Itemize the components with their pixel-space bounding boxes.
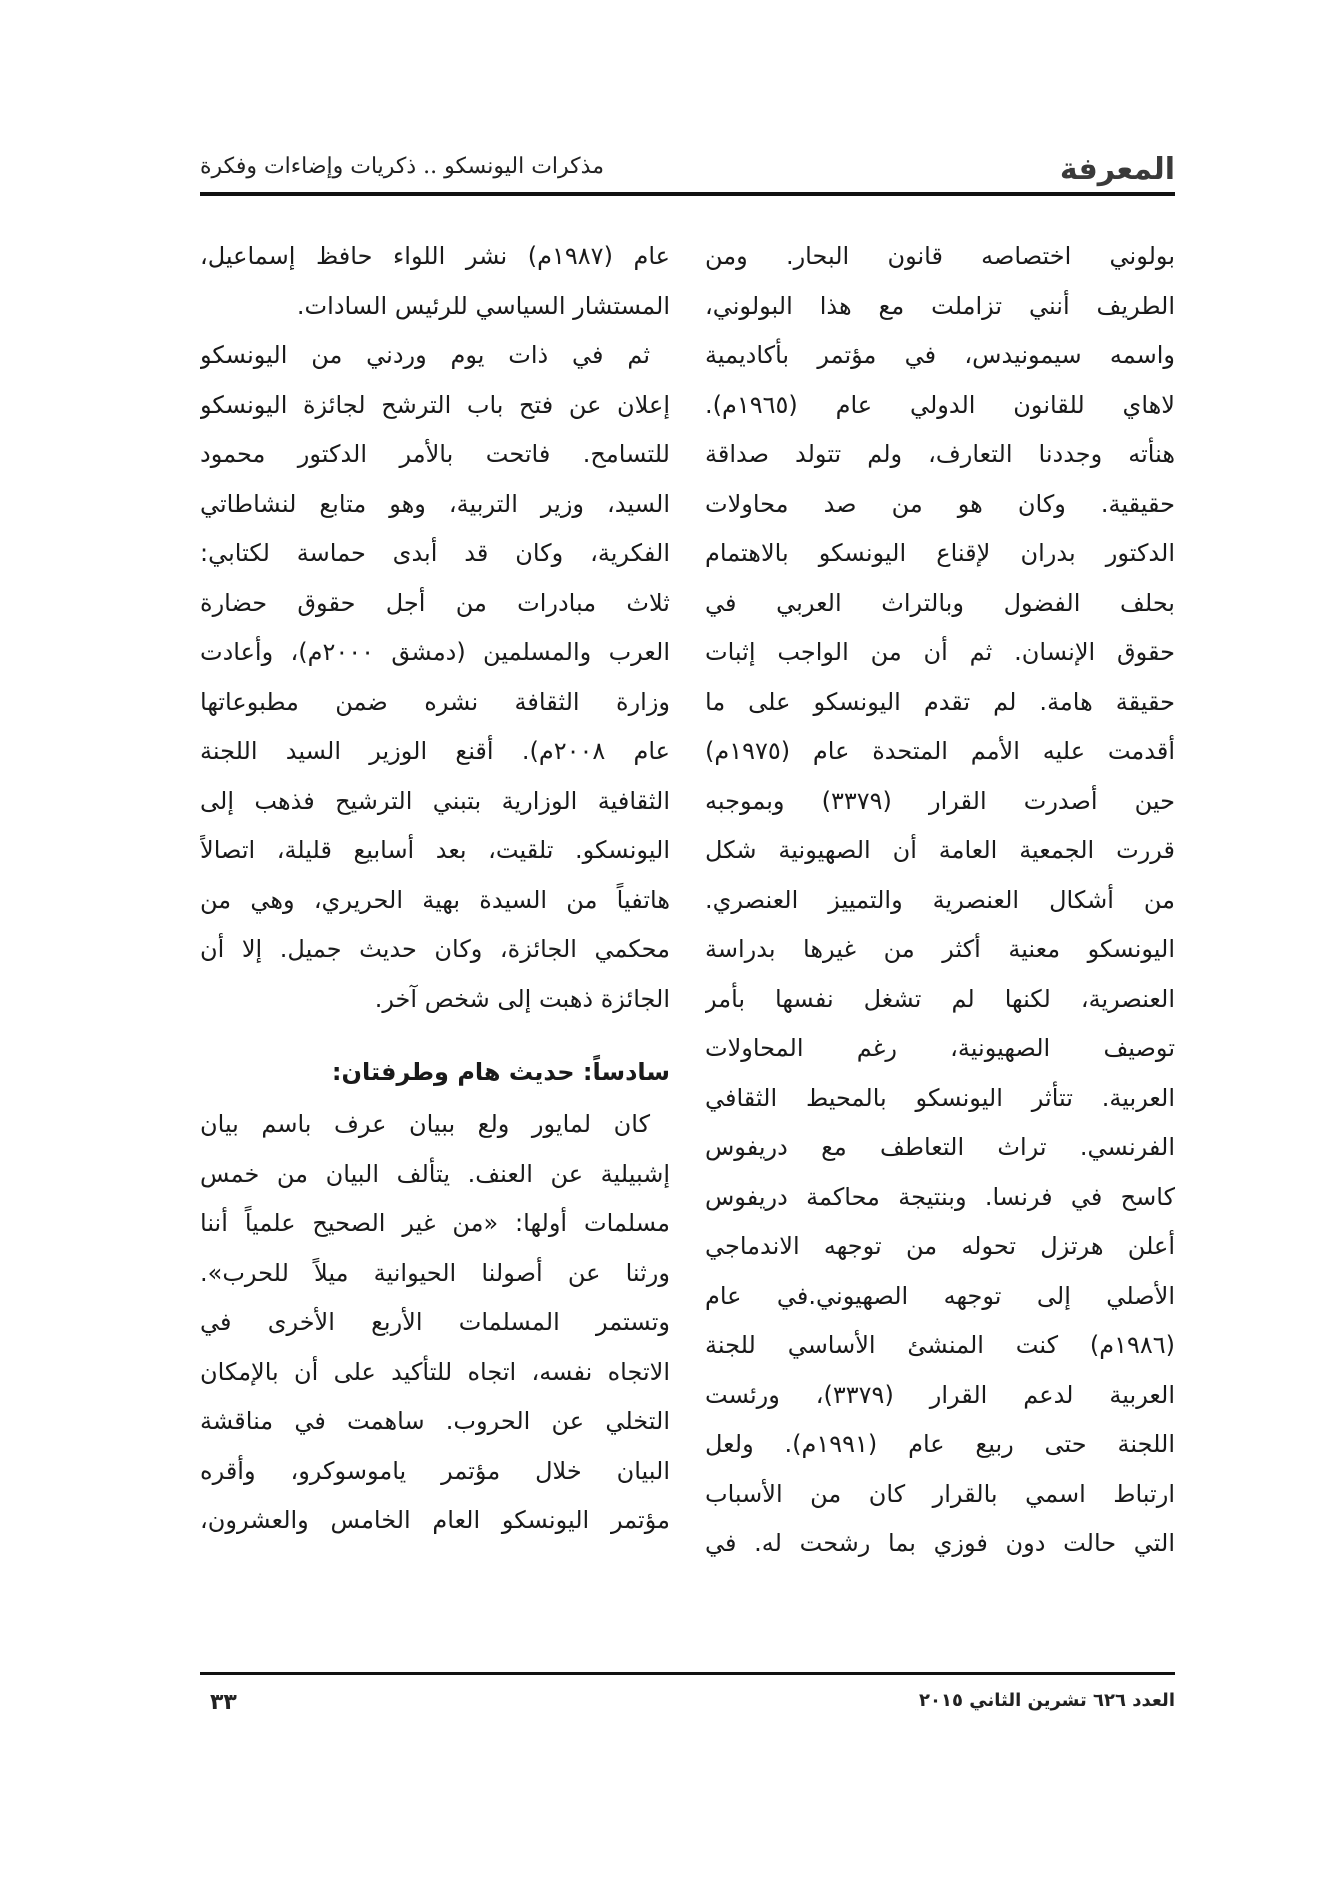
section-heading: سادساً: حديث هام وطرفتان: [331,1058,670,1086]
page-header [200,140,1175,200]
issue-info: العدد ٦٢٦ تشرين الثاني ٢٠١٥ [919,1690,1175,1711]
text-line: الثقافية الوزارية بتبني الترشيح فذهب إلى [200,786,670,815]
text-line: إعلان عن فتح باب الترشح لجائزة اليونسكو [200,390,670,419]
text-line: الدكتور بدران لإقناع اليونسكو بالاهتمام [705,539,1175,567]
right-column [705,232,1175,1569]
text-line: توصيف الصهيونية، رغم المحاولات [705,1034,1175,1062]
text-line: ثلاث مبادرات من أجل حقوق حضارة [200,588,670,617]
text-line: محكمي الجائزة، وكان حديث جميل. إلا أن [200,935,670,963]
text-line: العنصرية، لكنها لم تشغل نفسها بأمر [705,984,1175,1013]
text-line: التخلي عن الحروب. ساهمت في مناقشة [200,1407,670,1435]
text-line: اللجنة حتى ربيع عام (١٩٩١م). ولعل [705,1430,1175,1458]
text-line: المستشار السياسي للرئيس السادات. [296,291,670,320]
text-line: للتسامح. فاتحت بالأمر الدكتور محمود [200,440,670,468]
text-line: العربية. تتأثر اليونسكو بالمحيط الثقافي [705,1083,1175,1112]
text-line: حقيقية. وكان هو من صد محاولات [705,489,1175,518]
text-line: هنأته وجددنا التعارف، ولم تتولد صداقة [705,440,1175,468]
text-line: الطريف أنني تزاملت مع هذا البولوني، [705,291,1175,320]
header-rule [200,192,1175,196]
text-line: حقوق الإنسان. ثم أن من الواجب إثبات [705,638,1175,666]
text-line: حين أصدرت القرار (٣٣٧٩) وبموجبه [705,786,1175,815]
text-line: وزارة الثقافة نشره ضمن مطبوعاتها [200,687,670,716]
text-line: السيد، وزير التربية، وهو متابع لنشاطاتي [200,489,670,518]
text-line: ارتباط اسمي بالقرار كان من الأسباب [705,1479,1175,1508]
running-title: مذكرات اليونسكو .. ذكريات وإضاءات وفكرة [200,154,604,179]
text-line: هاتفياً من السيدة بهية الحريري، وهي من [200,885,670,914]
text-line: مؤتمر اليونسكو العام الخامس والعشرون، [200,1506,670,1534]
text-line: لاهاي للقانون الدولي عام (١٩٦٥م). [705,390,1175,419]
text-line: اليونسكو. تلقيت، بعد أسابيع قليلة، اتصالاً [200,836,670,864]
page-number: ٣٣ [210,1690,237,1715]
text-line: بحلف الفضول وبالتراث العربي في [705,588,1175,617]
text-line: من أشكال العنصرية والتمييز العنصري. [705,885,1175,914]
text-line: البيان خلال مؤتمر ياموسوكرو، وأقره [200,1456,670,1485]
text-line: (١٩٨٦م) كنت المنشئ الأساسي للجنة [705,1331,1175,1359]
text-line: اليونسكو معنية أكثر من غيرها بدراسة [705,935,1175,963]
text-line: الفكرية، وكان قد أبدى حماسة لكتابي: [200,539,670,567]
text-line: مسلمات أولها: «من غير الصحيح علمياً أننا [200,1209,670,1237]
text-line: بولوني اختصاصه قانون البحار. ومن [705,242,1175,270]
text-line: أقدمت عليه الأمم المتحدة عام (١٩٧٥م) [705,737,1175,765]
text-line: وتستمر المسلمات الأربع الأخرى في [200,1308,670,1336]
text-line: أعلن هرتزل تحوله من توجهه الاندماجي [705,1232,1175,1260]
text-line: الجائزة ذهبت إلى شخص آخر. [374,984,670,1013]
text-line: واسمه سيمونيدس، في مؤتمر بأكاديمية [705,341,1175,369]
text-line: كان لمايور ولع ببيان عرف باسم بيان [200,1110,650,1138]
text-line: عام ٢٠٠٨م). أقنع الوزير السيد اللجنة [200,737,670,765]
magazine-logo: المعرفة [1059,152,1175,187]
text-line: قررت الجمعية العامة أن الصهيونية شكل [705,836,1175,864]
text-line: الأصلي إلى توجهه الصهيوني.في عام [705,1281,1175,1310]
text-line: العرب والمسلمين (دمشق ٢٠٠٠م)، وأعادت [200,638,670,666]
text-line: إشبيلية عن العنف. يتألف البيان من خمس [200,1159,670,1188]
text-line: عام (١٩٨٧م) نشر اللواء حافظ إسماعيل، [200,242,670,270]
text-line: ورثنا عن أصولنا الحيوانية ميلاً للحرب». [200,1258,670,1287]
text-line: الفرنسي. تراث التعاطف مع دريفوس [705,1133,1175,1161]
text-line: العربية لدعم القرار (٣٣٧٩)، ورئست [705,1380,1175,1409]
text-line: التي حالت دون فوزي بما رشحت له. في [705,1529,1175,1557]
spacer [200,1024,670,1044]
text-line: كاسح في فرنسا. وبنتيجة محاكمة دريفوس [705,1182,1175,1211]
text-line: حقيقة هامة. لم تقدم اليونسكو على ما [705,687,1175,716]
text-line: ثم في ذات يوم وردني من اليونسكو [200,341,650,369]
text-line: الاتجاه نفسه، اتجاه للتأكيد على أن بالإمكان [200,1357,670,1386]
footer-rule [200,1672,1175,1675]
left-column [200,232,670,1546]
